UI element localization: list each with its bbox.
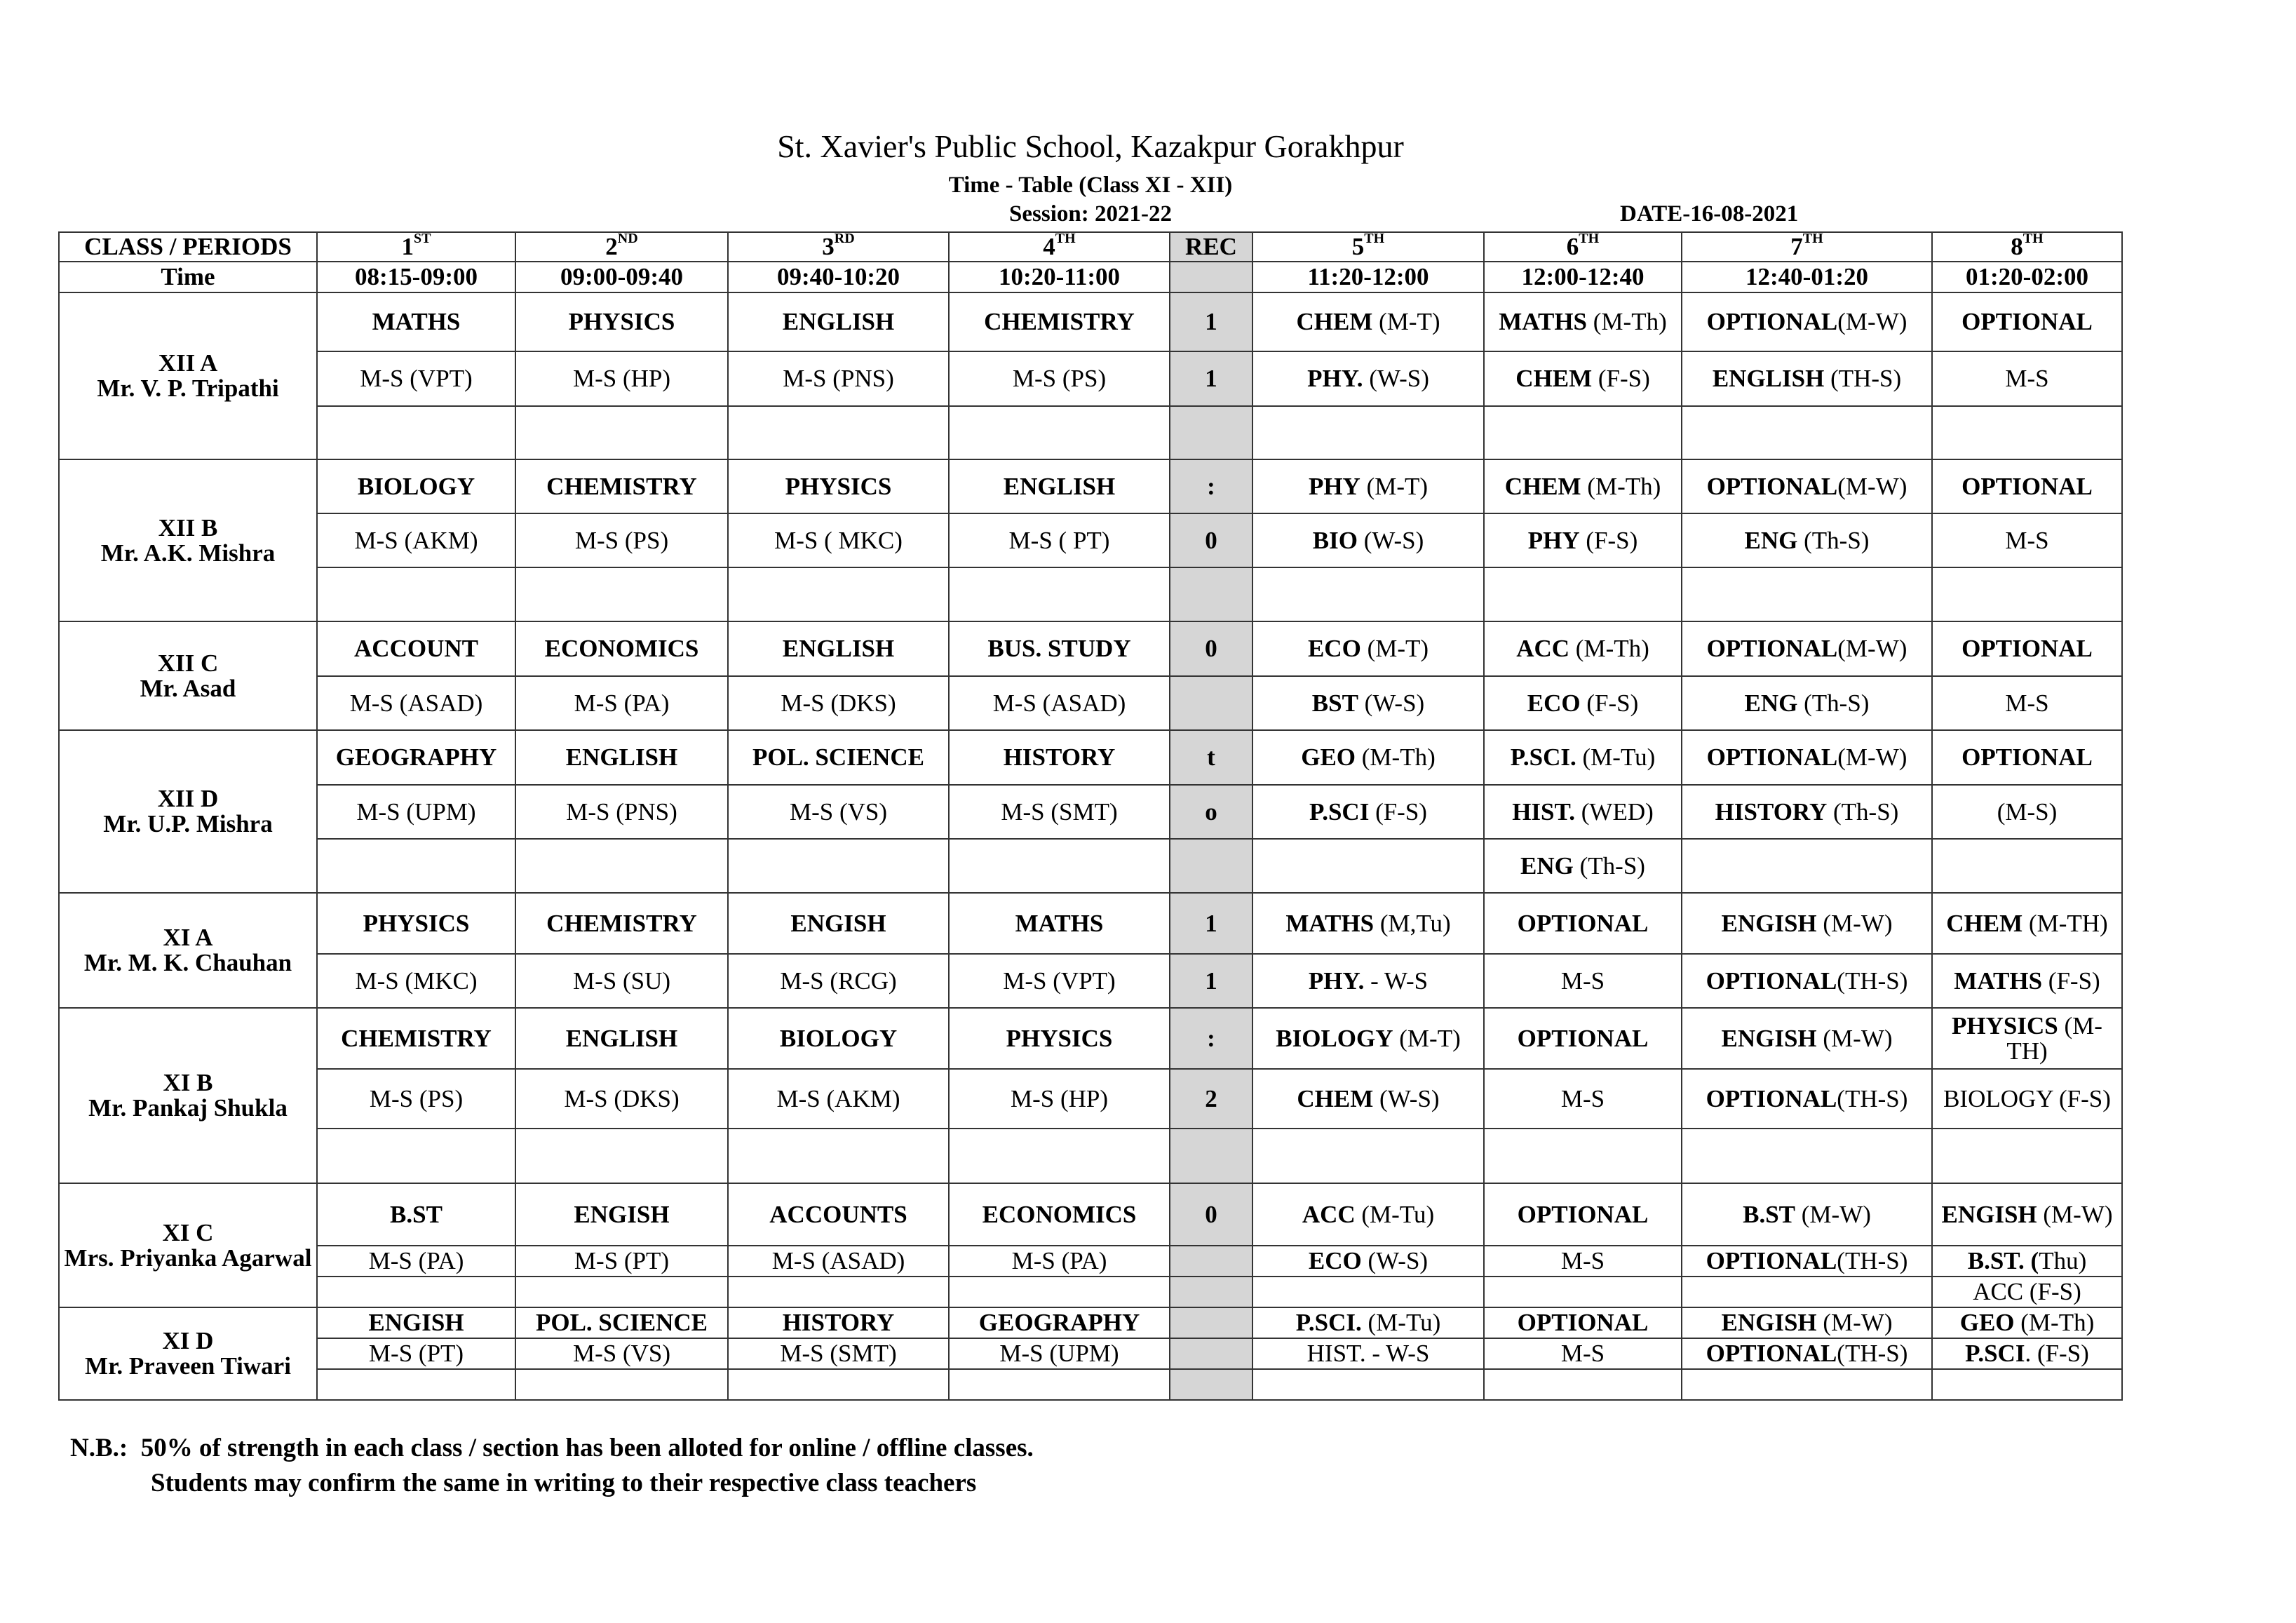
room-cell: M-S (MKC) (317, 954, 515, 1008)
recess-cell: 1 (1170, 893, 1252, 954)
room-cell: ACC (F-S) (1932, 1277, 2122, 1307)
room-cell: BIOLOGY (F-S) (1932, 1069, 2122, 1129)
recess-cell (1170, 676, 1252, 730)
recess-cell: : (1170, 1008, 1252, 1069)
subject-cell: POL. SCIENCE (535, 1309, 708, 1337)
room-cell: M-S (ASAD) (317, 676, 515, 730)
subject-cell: P.SCI. (M-Tu) (1484, 730, 1682, 785)
table-row (59, 676, 2122, 730)
subject-cell: MATHS (M,Tu) (1252, 893, 1484, 954)
subject-cell: OPTIONAL (1932, 730, 2122, 785)
subject-cell: ECO (M-T) (1252, 621, 1484, 676)
subject-cell: PHYSICS (785, 472, 892, 500)
room-cell: M-S (PA) (317, 1246, 515, 1277)
room-cell: M-S (HP) (949, 1069, 1170, 1129)
col-period-3: 3RD (728, 232, 949, 262)
subject-cell: CHEM (M-T) (1252, 292, 1484, 351)
room-cell: M-S (1932, 513, 2122, 567)
room-cell: M-S (PNS) (728, 351, 949, 406)
room-cell: M-S (ASAD) (949, 676, 1170, 730)
subject-cell: GEOGRAPHY (978, 1309, 1140, 1337)
subject-cell: OPTIONAL (1932, 621, 2122, 676)
time-label: Time (59, 262, 317, 292)
recess-cell: 1 (1170, 292, 1252, 351)
room-cell: M-S ( PT) (949, 513, 1170, 567)
subject-cell: OPTIONAL(TH-S) (1682, 1069, 1932, 1129)
date-label: DATE-16-08-2021 (1620, 201, 1799, 227)
subject-cell: B.ST (M-W) (1682, 1183, 1932, 1246)
time-cell: 10:20-11:00 (949, 262, 1170, 292)
subject-cell: ENGISH (M-W) (1682, 1008, 1932, 1069)
subject-cell: OPTIONAL (1932, 292, 2122, 351)
recess-cell (1170, 839, 1252, 893)
recess-cell: : (1170, 459, 1252, 513)
room-cell: M-S (HP) (515, 351, 728, 406)
school-title: St. Xavier's Public School, Kazakpur Gorakhpur (777, 128, 1404, 164)
subject-cell: BUS. STUDY (987, 635, 1131, 663)
col-period-6: 6TH (1484, 232, 1682, 262)
subject-cell: ECONOMICS (544, 635, 699, 663)
table-row (59, 621, 2122, 676)
subject-cell: OPTIONAL (1932, 459, 2122, 513)
recess-cell: t (1170, 730, 1252, 785)
subject-cell: OPTIONAL(M-W) (1682, 292, 1932, 351)
time-cell: 12:40-01:20 (1682, 262, 1932, 292)
recess-cell: 2 (1170, 1069, 1252, 1129)
footnote-line-1: N.B.: 50% of strength in each class / section has been alloted for online / offline classes. (70, 1434, 1034, 1462)
subject-cell: CHEM (W-S) (1252, 1069, 1484, 1129)
table-row (59, 785, 2122, 839)
subject-cell: POL. SCIENCE (752, 743, 925, 772)
time-cell: 11:20-12:00 (1252, 262, 1484, 292)
subject-cell: BIOLOGY (779, 1024, 898, 1052)
subject-cell: ENGLISH (782, 308, 895, 336)
subject-cell: GEO (M-Th) (1252, 730, 1484, 785)
room-cell: M-S (AKM) (728, 1069, 949, 1129)
recess-cell: o (1170, 785, 1252, 839)
time-cell: 01:20-02:00 (1932, 262, 2122, 292)
subject-cell: ENGISH (M-W) (1682, 1307, 1932, 1338)
subject-cell: ENGLISH (565, 743, 678, 772)
room-cell: M-S (ASAD) (728, 1246, 949, 1277)
subject-cell: ACCOUNTS (769, 1200, 907, 1228)
col-period-7: 7TH (1682, 232, 1932, 262)
subject-cell: GEO (M-Th) (1932, 1307, 2122, 1338)
recess-cell (1170, 567, 1252, 621)
room-cell: M-S (1932, 351, 2122, 406)
table-row (59, 292, 2122, 351)
subject-cell: PHYSICS (363, 909, 470, 937)
timetable (58, 231, 2123, 1401)
subject-cell: PHYSICS (568, 308, 675, 336)
subject-cell: OPTIONAL(TH-S) (1682, 954, 1932, 1008)
room-cell: M-S (UPM) (317, 785, 515, 839)
class-cell: XI C Mrs. Priyanka Agarwal (59, 1183, 317, 1307)
room-cell: M-S (PA) (949, 1246, 1170, 1277)
room-cell: M-S (1484, 1246, 1682, 1277)
recess-cell (1170, 1338, 1252, 1369)
subject-cell: ENG (Th-S) (1682, 513, 1932, 567)
subject-cell: HIST. (WED) (1484, 785, 1682, 839)
subject-cell: CHEM (F-S) (1484, 351, 1682, 406)
recess-cell (1170, 1307, 1252, 1338)
class-cell: XI A Mr. M. K. Chauhan (59, 893, 317, 1008)
room-cell: M-S (SMT) (728, 1338, 949, 1369)
room-cell: M-S (VPT) (317, 351, 515, 406)
class-cell: XI D Mr. Praveen Tiwari (59, 1307, 317, 1400)
footnote (70, 1431, 1034, 1501)
room-cell: M-S (PA) (515, 676, 728, 730)
subject-cell: ECONOMICS (982, 1200, 1137, 1228)
subject-cell: PHY (F-S) (1484, 513, 1682, 567)
subject-cell: PHY. (W-S) (1252, 351, 1484, 406)
subject-cell: OPTIONAL (1484, 893, 1682, 954)
subject-cell: ENG (Th-S) (1682, 676, 1932, 730)
col-period-5: 5TH (1252, 232, 1484, 262)
subject-cell: P.SCI (F-S) (1252, 785, 1484, 839)
table-row (59, 1008, 2122, 1069)
subject-cell: CHEMISTRY (546, 909, 697, 937)
subject-cell: ENGLISH (782, 635, 895, 663)
room-cell: M-S (PS) (317, 1069, 515, 1129)
table-row (59, 513, 2122, 567)
recess-cell: 0 (1170, 513, 1252, 567)
recess-cell: 1 (1170, 351, 1252, 406)
col-period-1: 1ST (317, 232, 515, 262)
recess-cell: 0 (1170, 621, 1252, 676)
footnote-line-2: Students may confirm the same in writing to their respective class teachers (151, 1468, 977, 1497)
room-cell: M-S (SU) (515, 954, 728, 1008)
room-cell: M-S (1932, 676, 2122, 730)
col-recess: REC (1170, 232, 1252, 262)
subject-cell: ACC (M-Tu) (1252, 1183, 1484, 1246)
table-row (59, 1183, 2122, 1246)
room-cell: M-S (SMT) (949, 785, 1170, 839)
time-cell: 12:00-12:40 (1484, 262, 1682, 292)
col-period-4: 4TH (949, 232, 1170, 262)
recess-cell: 0 (1170, 1183, 1252, 1246)
subject-cell: P.SCI. (F-S) (1932, 1338, 2122, 1369)
subject-cell: ENGISH (790, 909, 886, 937)
subject-cell: PHY. - W-S (1252, 954, 1484, 1008)
subject-cell: ENGISH (368, 1309, 464, 1337)
header-row (59, 232, 2122, 262)
subject-cell: ENGISH (M-W) (1932, 1183, 2122, 1246)
class-cell: XII A Mr. V. P. Tripathi (59, 292, 317, 459)
subject-cell: OPTIONAL(M-W) (1682, 730, 1932, 785)
subject-cell: P.SCI. (M-Tu) (1252, 1307, 1484, 1338)
subject-cell: MATHS (F-S) (1932, 954, 2122, 1008)
subject-cell: CHEM (M-Th) (1484, 459, 1682, 513)
timetable-subtitle: Time - Table (Class XI - XII) (948, 173, 1233, 198)
room-cell: M-S (PT) (515, 1246, 728, 1277)
subject-cell: ECO (F-S) (1484, 676, 1682, 730)
table-row (59, 567, 2122, 621)
subject-cell: OPTIONAL (1484, 1008, 1682, 1069)
recess-cell: 1 (1170, 954, 1252, 1008)
subject-cell: B.ST (390, 1200, 443, 1228)
room-cell: M-S (PT) (317, 1338, 515, 1369)
class-cell: XII D Mr. U.P. Mishra (59, 730, 317, 893)
time-row (59, 262, 2122, 292)
room-cell: HIST. - W-S (1252, 1338, 1484, 1369)
table-row (59, 1338, 2122, 1369)
subject-cell: MATHS (M-Th) (1484, 292, 1682, 351)
room-cell: M-S (PNS) (515, 785, 728, 839)
subject-cell: HISTORY (782, 1309, 895, 1337)
room-cell: M-S (AKM) (317, 513, 515, 567)
subject-cell: HISTORY (1003, 743, 1116, 772)
col-period-2: 2ND (515, 232, 728, 262)
subject-cell: PHY (M-T) (1252, 459, 1484, 513)
room-cell: M-S ( MKC) (728, 513, 949, 567)
recess-cell (1170, 1369, 1252, 1400)
table-row (59, 1069, 2122, 1129)
subject-cell: ACC (M-Th) (1484, 621, 1682, 676)
room-cell: M-S (DKS) (515, 1069, 728, 1129)
subject-cell: PHYSICS (M-TH) (1932, 1008, 2122, 1069)
class-cell: XI B Mr. Pankaj Shukla (59, 1008, 317, 1183)
subject-cell: ENGISH (574, 1200, 670, 1228)
room-cell: M-S (UPM) (949, 1338, 1170, 1369)
subject-cell: OPTIONAL (1484, 1183, 1682, 1246)
room-cell: M-S (1484, 954, 1682, 1008)
col-period-8: 8TH (1932, 232, 2122, 262)
subject-cell: ACCOUNT (354, 635, 478, 663)
class-cell: XII C Mr. Asad (59, 621, 317, 730)
table-row (59, 1246, 2122, 1277)
subject-cell: ENGISH (M-W) (1682, 893, 1932, 954)
subject-cell: B.ST. (Thu) (1932, 1246, 2122, 1277)
subject-cell: CHEM (M-TH) (1932, 893, 2122, 954)
subject-cell: HISTORY (Th-S) (1682, 785, 1932, 839)
subject-cell: OPTIONAL(TH-S) (1682, 1246, 1932, 1277)
subject-cell: ENGLISH (1003, 472, 1116, 500)
table-row (59, 1277, 2122, 1307)
time-cell: 09:00-09:40 (515, 262, 728, 292)
subject-cell: OPTIONAL(M-W) (1682, 459, 1932, 513)
subject-cell: BIO (W-S) (1252, 513, 1484, 567)
subject-cell: ENGLISH (TH-S) (1682, 351, 1932, 406)
table-row (59, 1307, 2122, 1338)
subject-cell: MATHS (372, 308, 461, 336)
subject-cell: BIOLOGY (357, 472, 475, 500)
table-row (59, 1369, 2122, 1400)
subject-cell: CHEMISTRY (984, 308, 1135, 336)
class-cell: XII B Mr. A.K. Mishra (59, 459, 317, 621)
table-row (59, 406, 2122, 459)
recess-cell (1170, 1129, 1252, 1183)
recess-cell (1170, 262, 1252, 292)
subject-cell: PHYSICS (1006, 1024, 1113, 1052)
room-cell: M-S (RCG) (728, 954, 949, 1008)
table-row (59, 893, 2122, 954)
time-cell: 09:40-10:20 (728, 262, 949, 292)
recess-cell (1170, 1277, 1252, 1307)
room-cell: M-S (VS) (515, 1338, 728, 1369)
subject-cell: OPTIONAL(M-W) (1682, 621, 1932, 676)
col-class-periods: CLASS / PERIODS (59, 232, 317, 262)
subject-cell: GEOGRAPHY (335, 743, 497, 772)
room-cell: M-S (PS) (515, 513, 728, 567)
subject-cell: BIOLOGY (M-T) (1252, 1008, 1484, 1069)
room-cell: M-S (1484, 1338, 1682, 1369)
subject-cell: BST (W-S) (1252, 676, 1484, 730)
time-cell: 08:15-09:00 (317, 262, 515, 292)
table-row (59, 1129, 2122, 1183)
subject-cell: CHEMISTRY (341, 1024, 492, 1052)
subject-cell: OPTIONAL (1484, 1307, 1682, 1338)
room-cell: M-S (PS) (949, 351, 1170, 406)
subject-cell: ECO (W-S) (1252, 1246, 1484, 1277)
recess-cell (1170, 406, 1252, 459)
recess-cell (1170, 1246, 1252, 1277)
table-row (59, 839, 2122, 893)
room-cell: M-S (DKS) (728, 676, 949, 730)
session-label: Session: 2021-22 (1009, 201, 1172, 227)
room-cell: M-S (VPT) (949, 954, 1170, 1008)
subject-cell: ENGLISH (565, 1024, 678, 1052)
table-row (59, 351, 2122, 406)
table-row (59, 730, 2122, 785)
subject-cell: ENG (Th-S) (1484, 839, 1682, 893)
room-cell: M-S (1484, 1069, 1682, 1129)
subject-cell: CHEMISTRY (546, 472, 697, 500)
table-row (59, 459, 2122, 513)
subject-cell: OPTIONAL(TH-S) (1682, 1338, 1932, 1369)
room-cell: (M-S) (1932, 785, 2122, 839)
room-cell: M-S (VS) (728, 785, 949, 839)
table-row (59, 954, 2122, 1008)
subject-cell: MATHS (1015, 909, 1104, 937)
